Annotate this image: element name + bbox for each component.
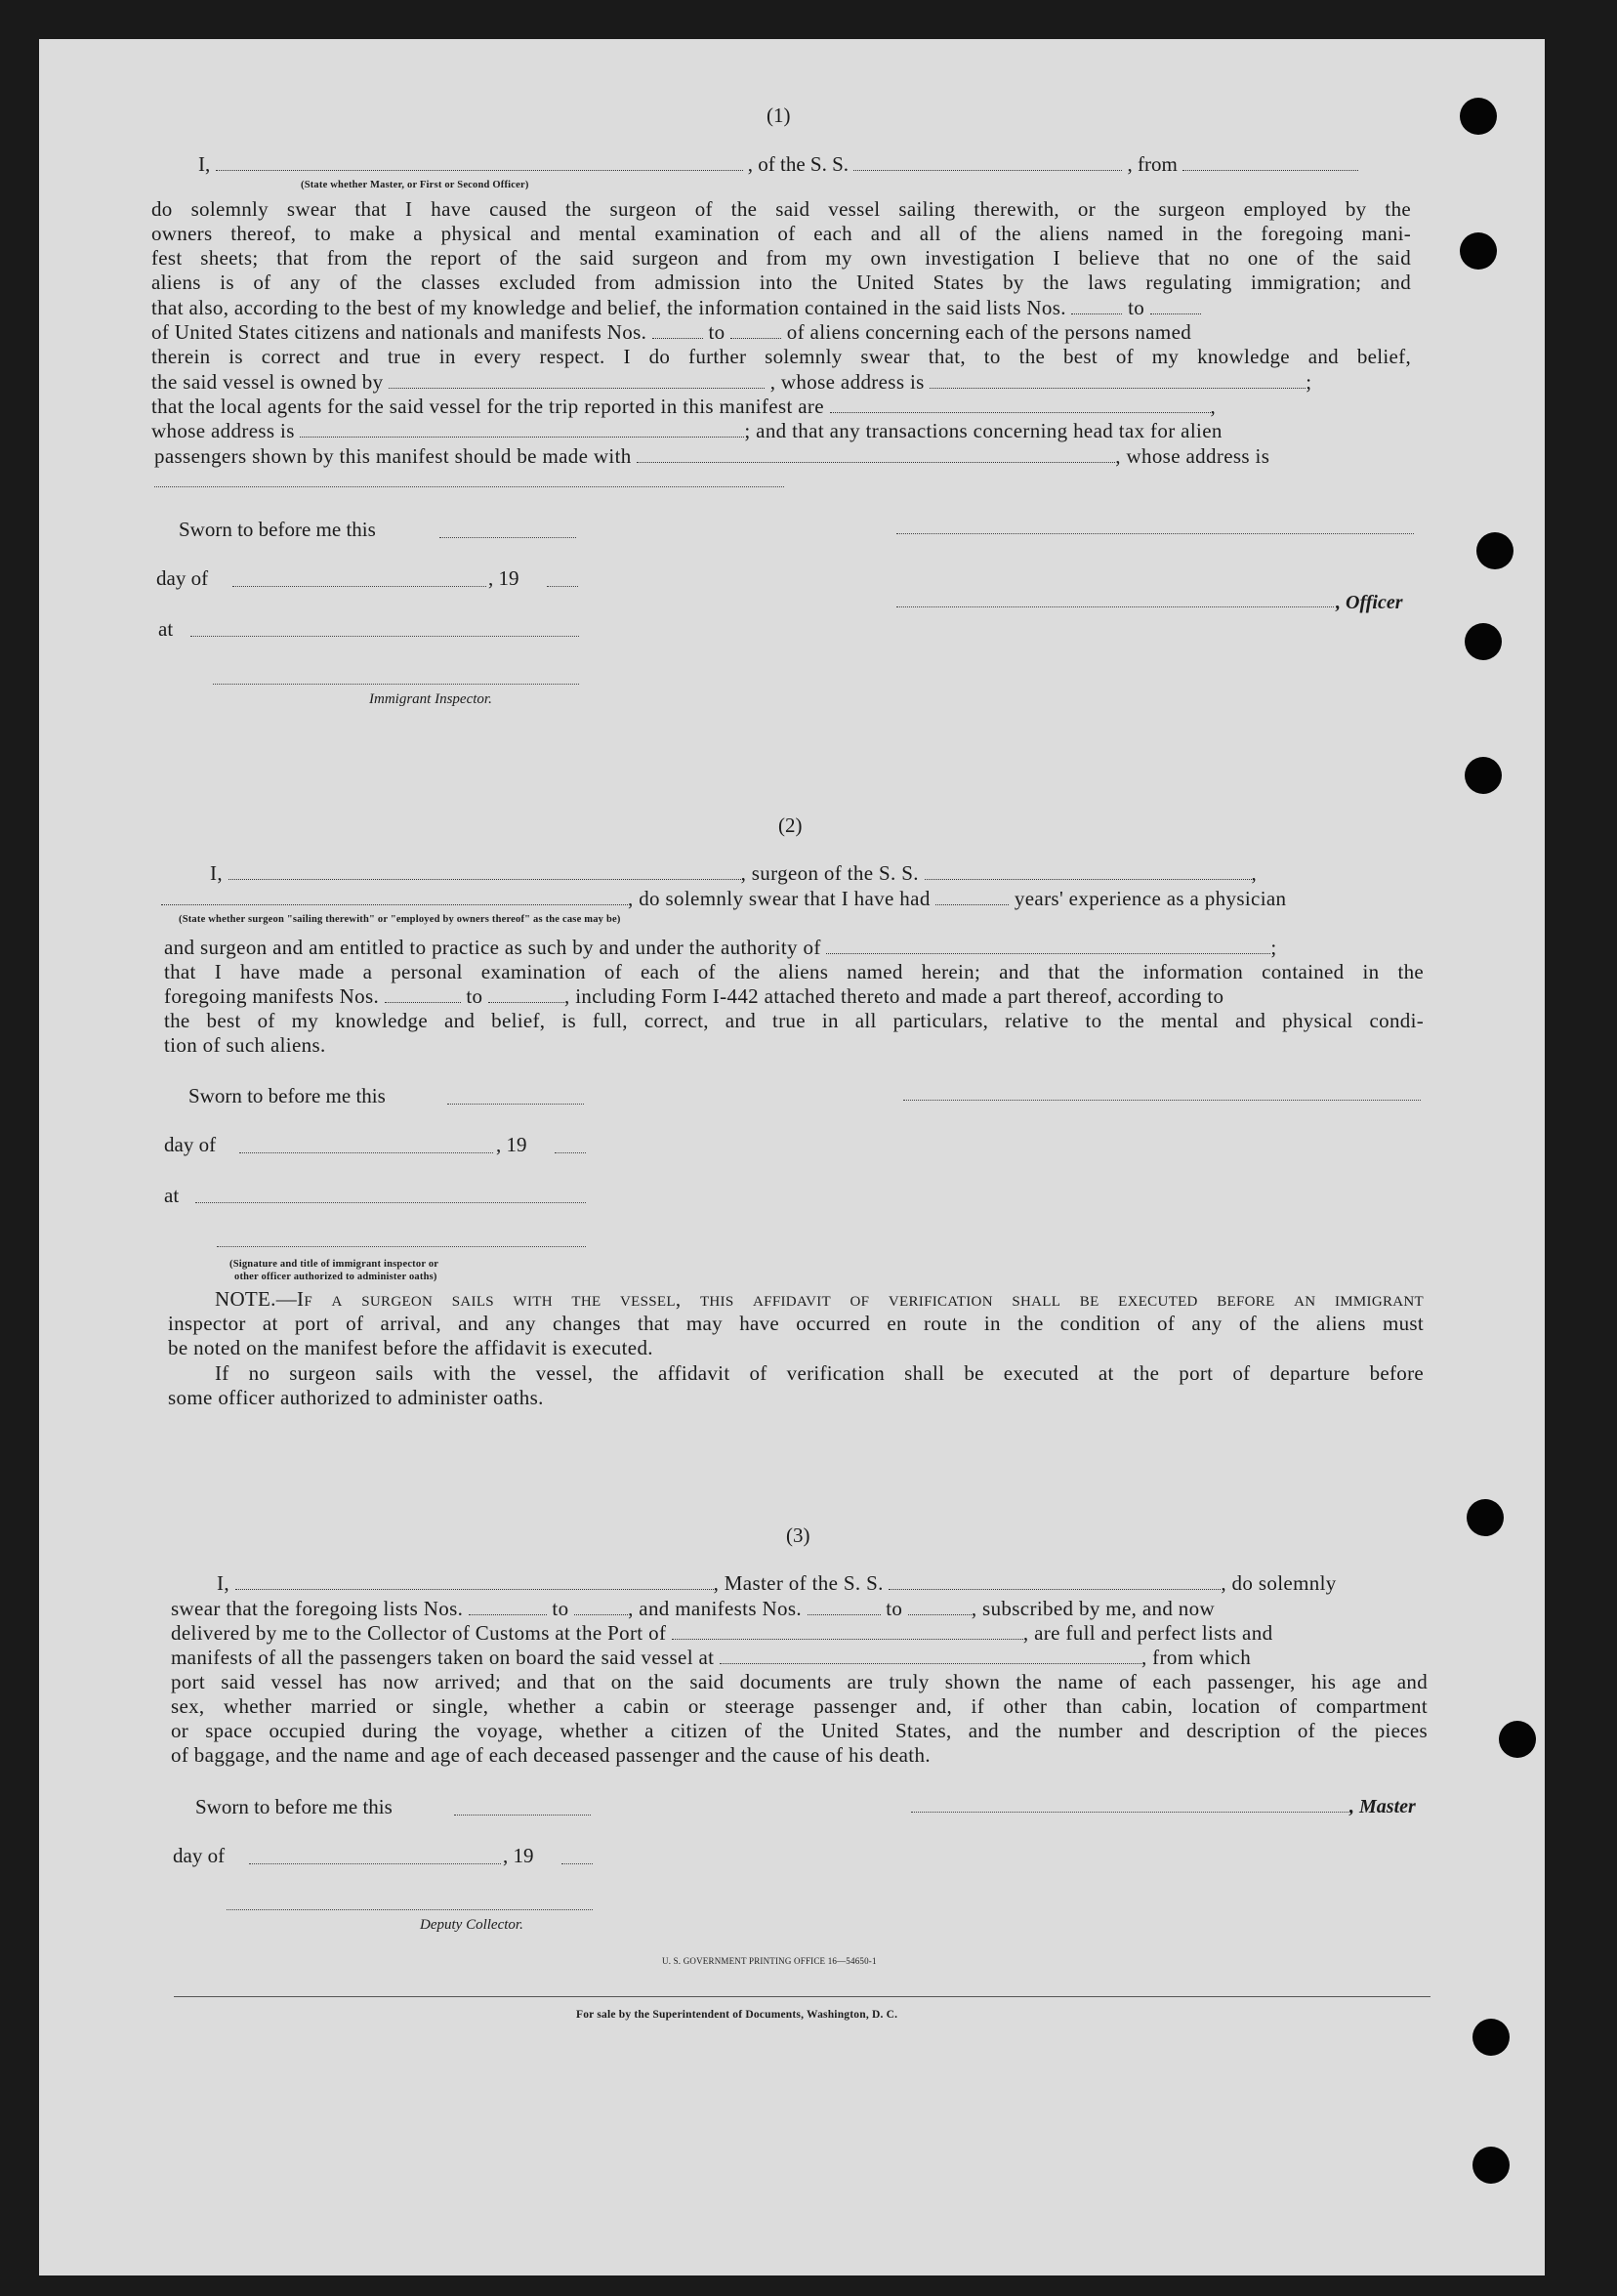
year-label: , 19	[488, 566, 519, 590]
agents-line: that the local agents for the said vessel for the trip reported in this manifest are ,	[151, 395, 1217, 418]
master-paragraph-line: port said vessel has now arrived; and that on the said documents are truly shown the name of each passenger, his age and	[171, 1670, 1428, 1693]
section-number: (3)	[786, 1524, 810, 1547]
sworn-label: Sworn to before me this	[188, 1084, 386, 1107]
section-number: (2)	[778, 814, 803, 837]
officer-caption: (State whether Master, or First or Second Officer)	[301, 180, 529, 190]
binder-hole-icon	[1467, 1499, 1504, 1536]
surgeon-manifest-to-field[interactable]	[488, 987, 564, 1003]
sworn-label: Sworn to before me this	[179, 518, 376, 541]
customs-port-line: delivered by me to the Collector of Customs at the Port of , are full and perfect lists and	[171, 1621, 1273, 1645]
note-line: some officer authorized to administer oaths.	[168, 1386, 544, 1409]
binder-hole-icon	[1465, 623, 1502, 660]
address-continuation-line[interactable]	[154, 486, 784, 487]
official-signature-line[interactable]	[217, 1246, 586, 1247]
master-manifest-from-field[interactable]	[808, 1600, 881, 1615]
signature-caption: (Signature and title of immigrant inspector or	[229, 1259, 439, 1270]
collector-caption: Deputy Collector.	[420, 1917, 523, 1933]
master-signature-line[interactable]	[911, 1812, 1350, 1813]
collector-signature-line[interactable]	[227, 1909, 593, 1910]
sale-notice: For sale by the Superintendent of Documents, Washington, D. C.	[576, 2009, 898, 2021]
signature-caption: other officer authorized to administer oaths)	[234, 1272, 437, 1282]
master-paragraph-line: sex, whether married or single, whether a cabin or steerage passenger and, if other than cabin, location of compartment	[171, 1694, 1428, 1718]
month-field[interactable]	[249, 1863, 501, 1864]
surgeon-ship-field[interactable]	[925, 864, 1252, 880]
section-number: (1)	[767, 104, 791, 127]
agents-field[interactable]	[830, 397, 1211, 413]
affidavit-paragraph-line: owners thereof, to make a physical and mental examination of each and all of the aliens named in the foregoing mani-	[151, 222, 1411, 245]
departure-port-field[interactable]	[1182, 155, 1358, 171]
month-field[interactable]	[232, 586, 486, 587]
owner-field[interactable]	[389, 373, 765, 389]
manifests-line: foregoing manifests Nos. to , including Form I-442 attached thereto and made a part thereof, according to	[164, 984, 1224, 1008]
customs-port-field[interactable]	[672, 1624, 1023, 1640]
agents-address-line: whose address is ; and that any transactions concerning head tax for alien	[151, 419, 1223, 442]
master-ship-field[interactable]	[889, 1574, 1221, 1590]
ship-name-field[interactable]	[853, 155, 1122, 171]
at-label: at	[164, 1184, 180, 1207]
note-line: be noted on the manifest before the affidavit is executed.	[168, 1336, 653, 1359]
binder-hole-icon	[1465, 757, 1502, 794]
condition-line: tion of such aliens.	[164, 1033, 326, 1057]
manifest-to-field[interactable]	[730, 323, 781, 339]
master-name-line: I, , Master of the S. S. , do solemnly	[217, 1571, 1337, 1595]
note-line: If no surgeon sails with the vessel, the affidavit of verification shall be executed at the port of departure before	[215, 1361, 1424, 1385]
master-lists-line: swear that the foregoing lists Nos. to , and manifests Nos. to , subscribed by me, and now	[171, 1597, 1216, 1620]
year-field[interactable]	[547, 586, 578, 587]
master-list-from-field[interactable]	[469, 1600, 547, 1615]
affidavit-paragraph-line: do solemnly swear that I have caused the surgeon of the said vessel sailing therewith, or the surgeon employed by the	[151, 197, 1411, 221]
binder-hole-icon	[1460, 232, 1497, 270]
surgeon-signature-line[interactable]	[903, 1100, 1421, 1101]
authority-line: and surgeon and am entitled to practice as such by and under the authority of ;	[164, 936, 1277, 959]
master-manifest-to-field[interactable]	[908, 1600, 972, 1615]
place-field[interactable]	[190, 636, 579, 637]
manifest-from-field[interactable]	[652, 323, 703, 339]
affidavit-lists-line: that also, according to the best of my knowledge and belief, the information contained in the said lists Nos. to	[151, 296, 1201, 319]
sworn-day-field[interactable]	[447, 1104, 584, 1105]
surgeon-name-line: I, , surgeon of the S. S. ,	[210, 861, 1258, 885]
surgeon-status-field[interactable]	[161, 890, 628, 905]
month-field[interactable]	[239, 1152, 493, 1153]
list-to-field[interactable]	[1150, 299, 1201, 314]
binder-hole-icon	[1460, 98, 1497, 135]
affidavit-paragraph-line: aliens is of any of the classes excluded from admission into the United States by the laws regulating immigration; and	[151, 271, 1411, 294]
surgeon-experience-line: , do solemnly swear that I have had years' experience as a physician	[161, 887, 1286, 910]
footer-rule	[174, 1996, 1430, 1997]
master-name-field[interactable]	[235, 1574, 714, 1590]
inspector-caption: Immigrant Inspector.	[369, 691, 492, 707]
affidavit-paragraph-line: therein is correct and true in every respect. I do further solemnly swear that, to the best of my knowledge and belief,	[151, 345, 1411, 368]
surgeon-caption: (State whether surgeon "sailing therewith" or "employed by owners thereof" as the case may be)	[179, 914, 621, 925]
at-label: at	[158, 617, 174, 641]
oath-officer-line: I, , of the S. S. , from	[198, 152, 1358, 176]
inspector-signature-line[interactable]	[213, 684, 579, 685]
officer-title: , Officer	[1336, 592, 1403, 613]
year-field[interactable]	[555, 1152, 586, 1153]
head-tax-agent-field[interactable]	[637, 447, 1115, 463]
day-of-label: day of	[173, 1844, 226, 1867]
list-from-field[interactable]	[1071, 299, 1122, 314]
surgeon-name-field[interactable]	[228, 864, 741, 880]
master-title: , Master	[1349, 1796, 1416, 1817]
examination-line: that I have made a personal examination of each of the aliens named herein; and that the information contained in the	[164, 960, 1424, 983]
binder-hole-icon	[1476, 532, 1513, 569]
master-paragraph-line: or space occupied during the voyage, whether a citizen of the United States, and the number and description of the pieces	[171, 1719, 1428, 1742]
year-label: , 19	[503, 1844, 534, 1867]
belief-line: the best of my knowledge and belief, is full, correct, and true in all particulars, relative to the mental and physical condi-	[164, 1009, 1424, 1032]
master-list-to-field[interactable]	[574, 1600, 628, 1615]
year-label: , 19	[496, 1133, 527, 1156]
binder-hole-icon	[1499, 1721, 1536, 1758]
sworn-label: Sworn to before me this	[195, 1795, 393, 1818]
note-line: NOTE.—If a surgeon sails with the vessel, this affidavit of verification shall be executed before an immigrant	[215, 1287, 1424, 1311]
owner-address-field[interactable]	[930, 373, 1306, 389]
head-tax-line: passengers shown by this manifest should be made with , whose address is	[154, 444, 1270, 468]
day-of-label: day of	[164, 1133, 217, 1156]
years-field[interactable]	[935, 890, 1009, 905]
affidavit-manifests-line: of United States citizens and nationals and manifests Nos. to of aliens concerning each of the persons named	[151, 320, 1192, 344]
boarding-port-line: manifests of all the passengers taken on board the said vessel at , from which	[171, 1646, 1252, 1669]
note-line: inspector at port of arrival, and any changes that may have occurred en route in the condition of any of the aliens must	[168, 1312, 1424, 1335]
day-of-label: day of	[156, 566, 209, 590]
officer-signature-line[interactable]	[896, 606, 1334, 607]
place-field[interactable]	[195, 1202, 586, 1203]
binder-hole-icon	[1472, 2147, 1510, 2184]
master-paragraph-line: of baggage, and the name and age of each deceased passenger and the cause of his death.	[171, 1743, 931, 1767]
printing-office-imprint: U. S. GOVERNMENT PRINTING OFFICE 16—54650-1	[662, 1956, 877, 1966]
surgeon-manifest-from-field[interactable]	[385, 987, 461, 1003]
sworn-day-field[interactable]	[454, 1815, 591, 1816]
sworn-day-field[interactable]	[439, 537, 576, 538]
boarding-port-field[interactable]	[720, 1649, 1141, 1664]
year-field[interactable]	[561, 1863, 593, 1864]
officer-name-field[interactable]	[216, 155, 743, 171]
authority-field[interactable]	[826, 939, 1270, 954]
signature-line[interactable]	[896, 533, 1414, 534]
affidavit-paragraph-line: fest sheets; that from the report of the said surgeon and from my own investigation I believe that no one of the said	[151, 246, 1411, 270]
owner-line: the said vessel is owned by , whose address is ;	[151, 370, 1312, 394]
binder-hole-icon	[1472, 2019, 1510, 2056]
agents-address-field[interactable]	[300, 422, 744, 438]
